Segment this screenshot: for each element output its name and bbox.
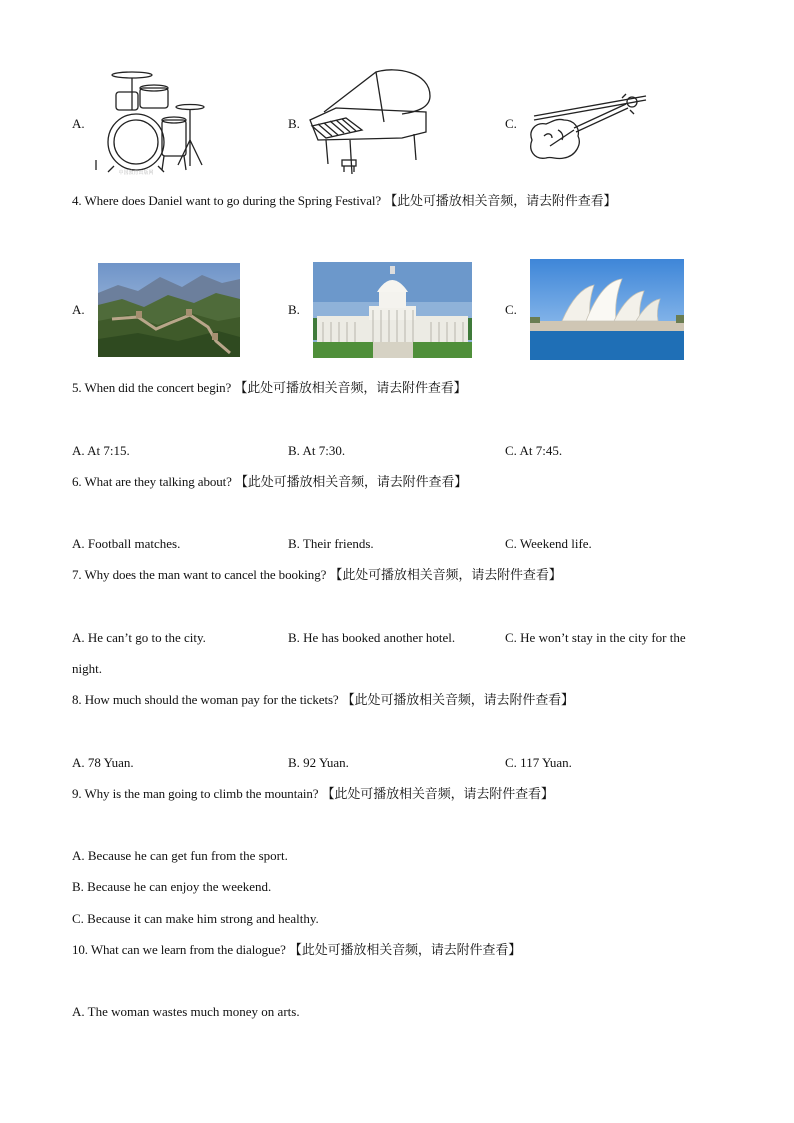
q8-option-a: A. 78 Yuan. xyxy=(72,755,134,770)
q8-option-c: C. 117 Yuan. xyxy=(505,755,572,770)
q10-question: 10. What can we learn from the dialogue? 【此处可播放相关音频，请去附件查看】 xyxy=(72,942,522,957)
q7-option-c: C. He won’t stay in the city for the xyxy=(505,630,686,645)
q3-option-b-letter: B. xyxy=(288,116,300,131)
q6-option-a: A. Football matches. xyxy=(72,536,181,551)
q3-option-c-letter: C. xyxy=(505,116,517,131)
q4-question: 4. Where does Daniel want to go during the Spring Festival? 【此处可播放相关音频，请去附件查看】 xyxy=(72,193,617,208)
q5-option-b: B. At 7:30. xyxy=(288,443,346,458)
q9-option-b: B. Because he can enjoy the weekend. xyxy=(72,879,272,894)
capitol-building-photo xyxy=(313,262,472,358)
q9-option-c: C. Because it can make him strong and healthy. xyxy=(72,911,319,926)
q3-option-a-letter: A. xyxy=(72,116,85,131)
q4-option-a-letter: A. xyxy=(72,302,85,317)
sydney-opera-house-photo xyxy=(530,259,684,360)
great-wall-photo xyxy=(98,263,240,357)
q6-option-b: B. Their friends. xyxy=(288,536,374,551)
q7-option-b: B. He has booked another hotel. xyxy=(288,630,456,645)
q8-option-b: B. 92 Yuan. xyxy=(288,755,349,770)
q5-option-c: C. At 7:45. xyxy=(505,443,563,458)
drum-kit-icon xyxy=(92,70,210,176)
q9-question: 9. Why is the man going to climb the mountain? 【此处可播放相关音频，请去附件查看】 xyxy=(72,786,554,801)
q6-question: 6. What are they talking about? 【此处可播放相关音频，请去附件查看】 xyxy=(72,474,468,489)
q4-option-c-letter: C. xyxy=(505,302,517,317)
q6-option-c: C. Weekend life. xyxy=(505,536,592,551)
q4-option-b-letter: B. xyxy=(288,302,300,317)
q5-option-a: A. At 7:15. xyxy=(72,443,130,458)
q9-option-a: A. Because he can get fun from the sport. xyxy=(72,848,288,863)
q7-question: 7. Why does the man want to cancel the booking? 【此处可播放相关音频，请去附件查看】 xyxy=(72,567,562,582)
violin-icon xyxy=(522,86,652,166)
q7-option-c-continued: night. xyxy=(72,661,102,676)
piano-icon xyxy=(306,68,434,178)
q10-option-a: A. The woman wastes much money on arts. xyxy=(72,1004,300,1019)
drum-watermark: 中国教育出版网 xyxy=(118,170,154,176)
q5-question: 5. When did the concert begin? 【此处可播放相关音频，请去附件查看】 xyxy=(72,380,467,395)
q7-option-a: A. He can’t go to the city. xyxy=(72,630,206,645)
q8-question: 8. How much should the woman pay for the tickets? 【此处可播放相关音频，请去附件查看】 xyxy=(72,692,574,707)
